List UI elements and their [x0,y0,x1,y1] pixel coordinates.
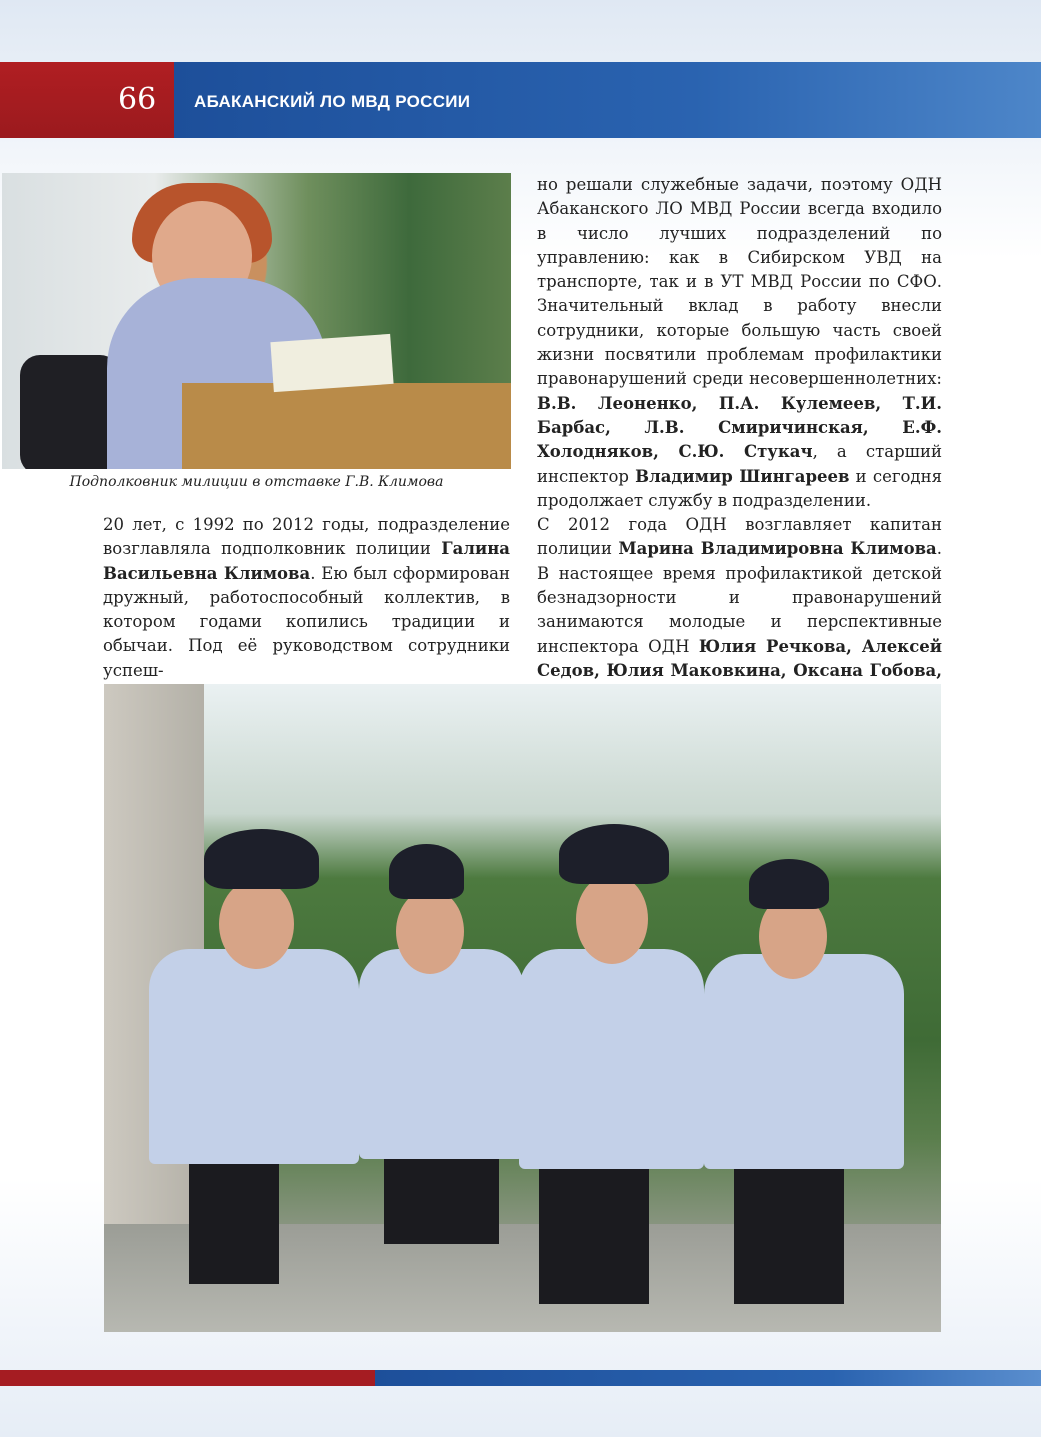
bold-names: В.В. Леоненко, П.А. Кулемеев, Т.И. Барбас, Л.В. Смиричинская, Е.Ф. Холодняков, С.Ю. Стукач [537,393,942,462]
photo-klimova-office [2,173,511,469]
running-title: АБАКАНСКИЙ ЛО МВД РОССИИ [194,92,471,111]
photo-caption: Подполковник милиции в отставке Г.В. Климова [69,474,444,490]
left-paragraph [103,513,510,683]
right-paragraph-1 [537,173,942,513]
right-column-text [537,173,942,708]
bold-names: Юлия Речкова, Алексей Седов, Юлия Маковкина, Оксана Гобова, [537,636,943,680]
photo-papers [270,334,393,392]
text-run: . Ею был сформирован дружный, работоспособный коллектив, в котором годами копились традиции и обычаи. Под её руководством сотрудники успеш- [103,563,511,680]
header-blue-block [174,62,1041,138]
text-run: С 2012 года ОДН возглавляет капитан полиции [537,515,942,559]
bold-name: Марина Владимировна Климова [618,539,937,559]
text-run: но решали служебные задачи, поэтому ОДН Абаканского ЛО МВД России всегда входило в число лучших подразделений по управлению: как в Сибирском УВД на транспорте, так и в УТ МВД России по СФО. Значительный вклад в работу внесли сотрудники, которые большую часть своей жизни посвятили проблемам профилактики правонарушений среди несовершеннолетних: [537,175,942,389]
photo-team-outdoors [104,684,941,1332]
bold-name: Галина Васильевна Климова [103,539,510,583]
page-number: 66 [118,82,157,117]
page-header [0,62,1041,138]
text-run: , а старший инспектор [537,442,942,486]
photo-desk [182,383,511,469]
text-run: 20 лет, с 1992 по 2012 годы, подразделение возглавляла подполковник полиции [103,515,510,559]
header-red-block [0,62,174,138]
page-footer-bar [0,1370,1041,1386]
bold-name: Владимир Шингареев [635,466,850,486]
right-paragraph-2 [537,513,942,707]
photo-chair [20,355,120,469]
left-column-text [103,513,510,683]
text-run: и сегодня продолжает службу в подразделении. [537,466,942,510]
text-run: . В настоящее время профилактикой детской безнадзорности и правонарушений занимаются молодые и перспективные инспектора ОДН [537,539,943,656]
